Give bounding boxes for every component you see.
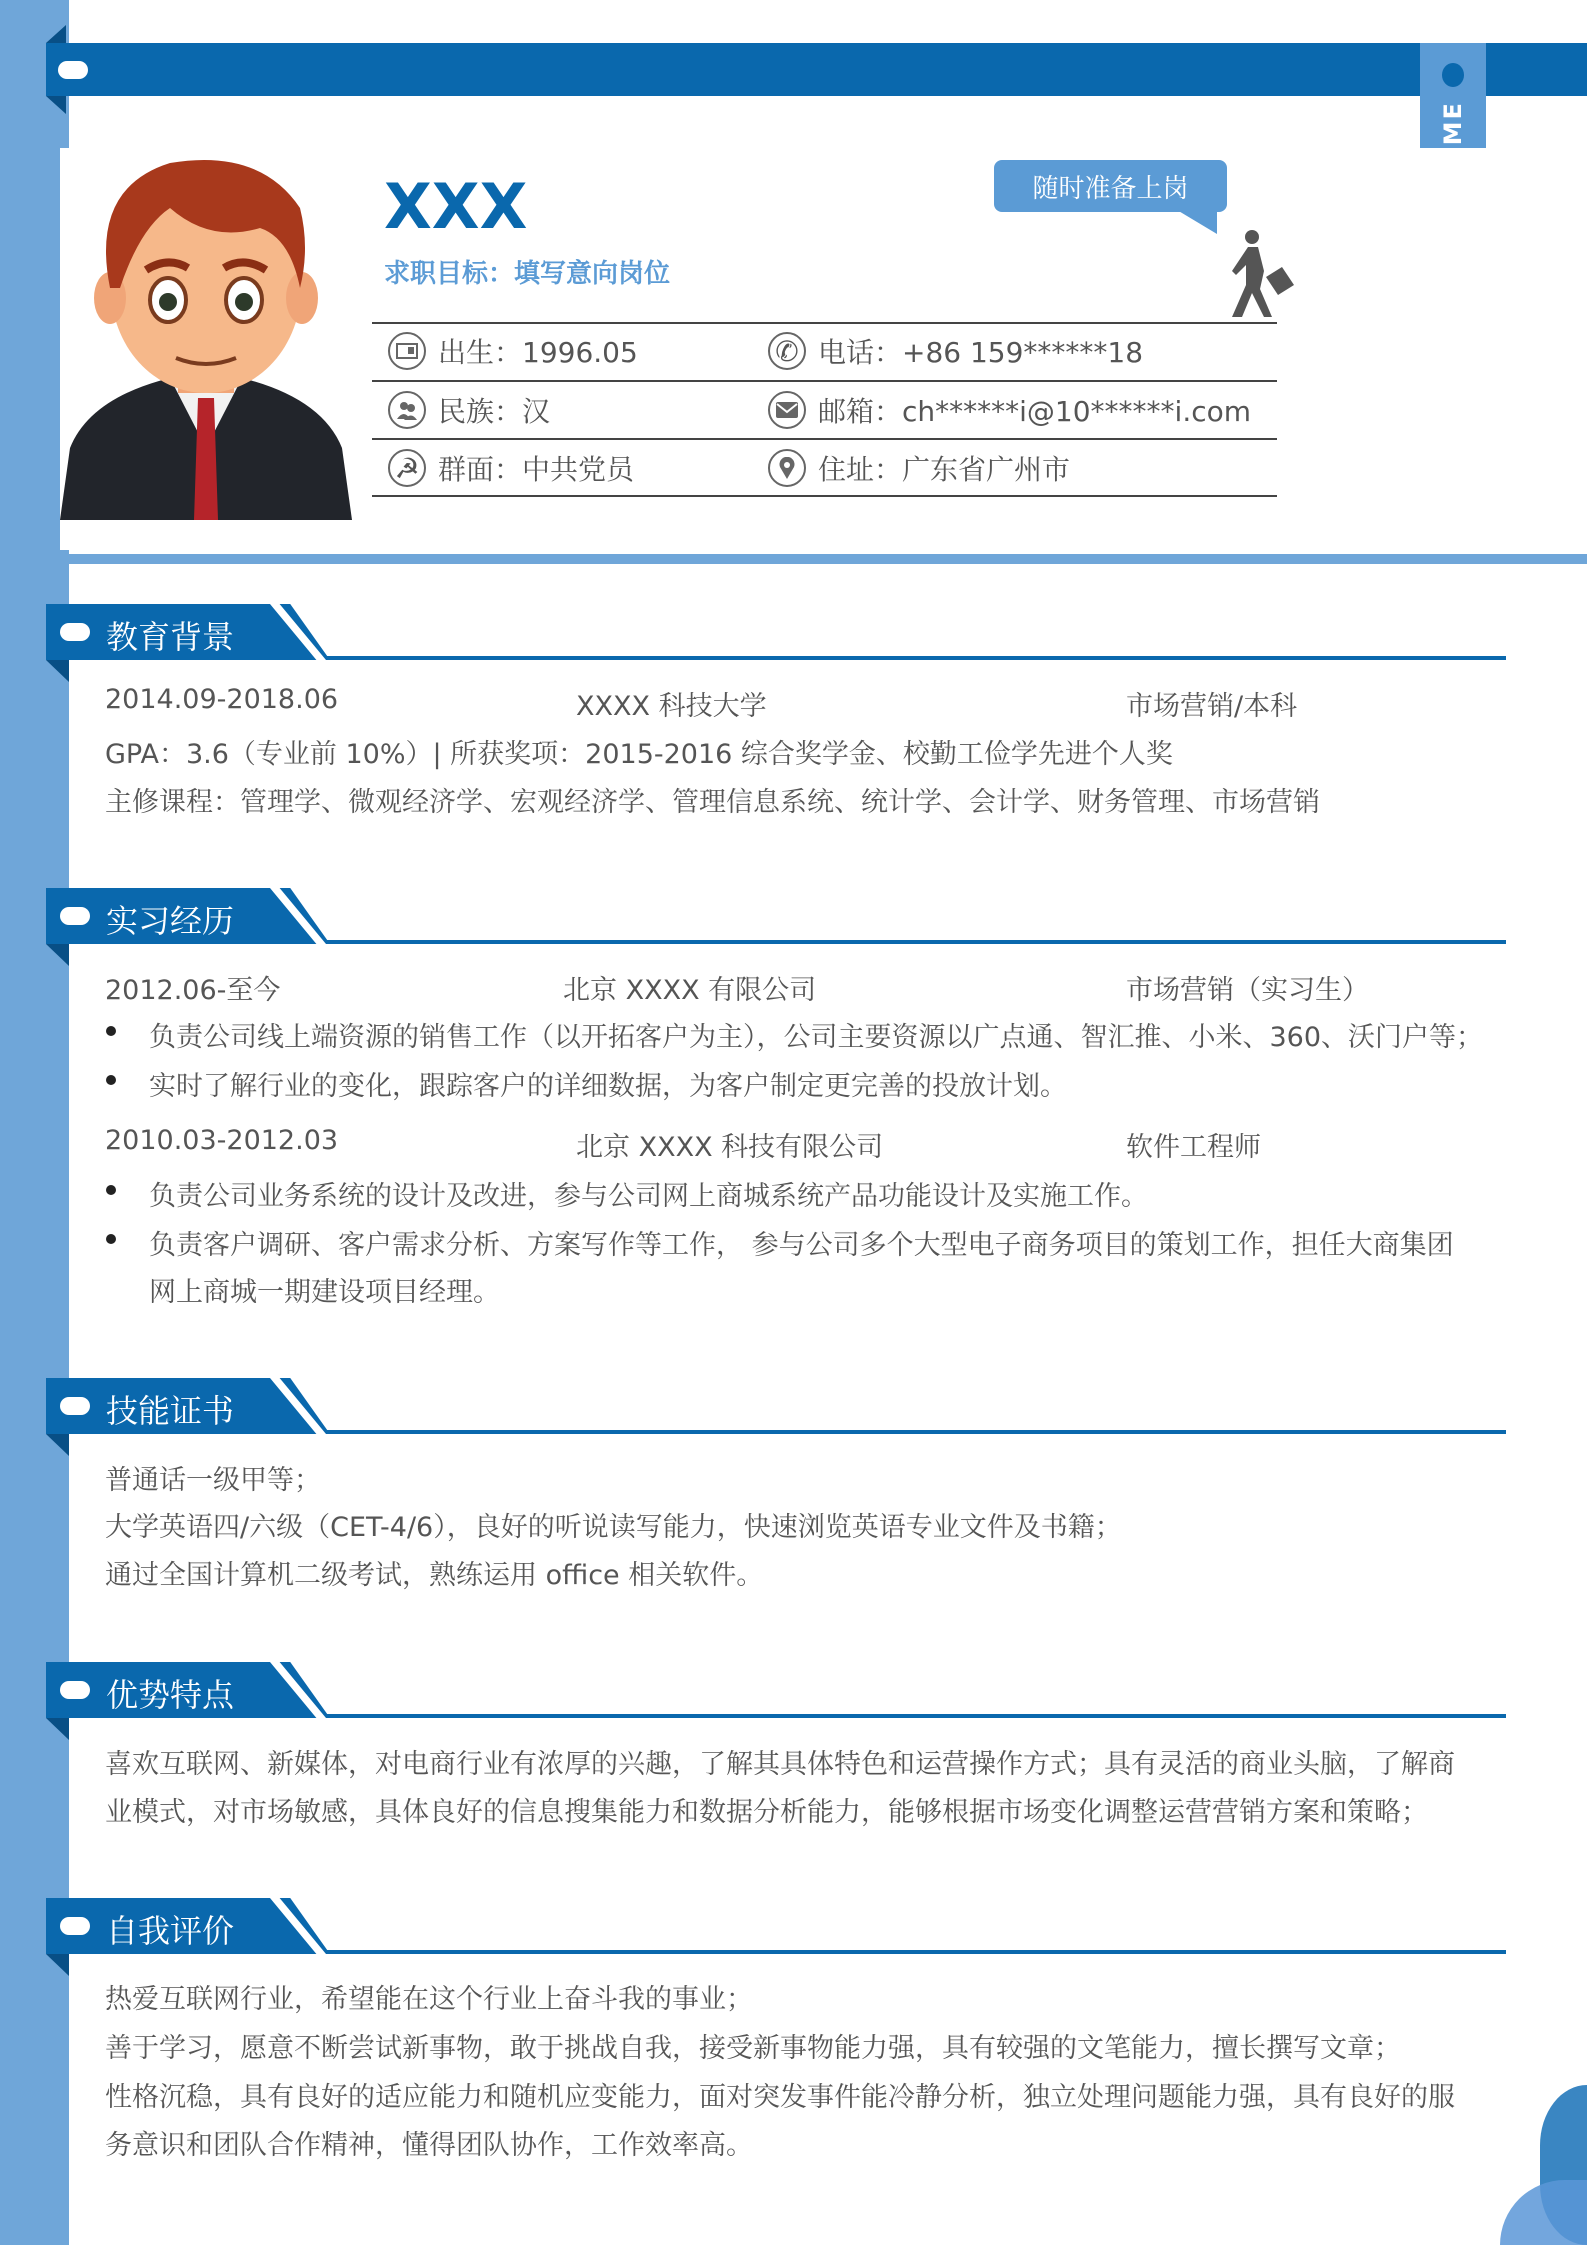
bullet bbox=[106, 1075, 116, 1085]
job-bullet: 负责公司业务系统的设计及改进，参与公司网上商城系统产品功能设计及实施工作。 bbox=[149, 1181, 1148, 1212]
job-role: 市场营销（实习生） bbox=[1126, 975, 1369, 1006]
people-icon bbox=[388, 391, 426, 429]
info-birth: 出生：1996.05 bbox=[388, 331, 638, 371]
job-period: 2010.03-2012.03 bbox=[105, 1125, 339, 1156]
top-bar bbox=[46, 43, 1587, 96]
job-company: 北京 XXXX 有限公司 bbox=[563, 975, 817, 1006]
self-line: 务意识和团队合作精神，懂得团队协作，工作效率高。 bbox=[105, 2130, 753, 2161]
walking-businessman-icon bbox=[1222, 229, 1294, 319]
skill-line: 普通话一级甲等； bbox=[105, 1465, 321, 1496]
edu-gpa: GPA：3.6（专业前 10%）| 所获奖项：2015-2016 综合奖学金、校勤工俭学先进个人奖 bbox=[105, 739, 1173, 770]
section-header-self-evaluation: 自我评价 bbox=[46, 1898, 1506, 1954]
divider bbox=[372, 322, 1277, 324]
skill-line: 大学英语四/六级（CET-4/6），良好的听说读写能力，快速浏览英语专业文件及书籍； bbox=[105, 1512, 1122, 1543]
job-bullet: 负责客户调研、客户需求分析、方案写作等工作， 参与公司多个大型电子商务项目的策划工作，担任大商集团 bbox=[149, 1230, 1454, 1261]
self-line: 性格沉稳，具有良好的适应能力和随机应变能力，面对突发事件能冷静分析，独立处理问题能力强，具有良好的服 bbox=[105, 2082, 1455, 2113]
candidate-name: XXX bbox=[384, 170, 528, 243]
bullet bbox=[106, 1234, 116, 1244]
section-header-internship: 实习经历 bbox=[46, 888, 1506, 944]
strength-line: 喜欢互联网、新媒体，对电商行业有浓厚的兴趣，了解其具体特色和运营操作方式；具有灵活的商业头脑，了解商 bbox=[105, 1749, 1455, 1780]
strength-line: 业模式，对市场敏感，具体良好的信息搜集能力和数据分析能力，能够根据市场变化调整运营营销方案和策略； bbox=[105, 1797, 1428, 1828]
avatar bbox=[60, 148, 352, 520]
location-pin-icon bbox=[768, 449, 806, 487]
section-header-strengths: 优势特点 bbox=[46, 1662, 1506, 1718]
bubble-text: 随时准备上岗 bbox=[1032, 173, 1189, 204]
bullet bbox=[106, 1026, 116, 1036]
divider bbox=[372, 495, 1277, 497]
divider bbox=[372, 438, 1277, 440]
edu-period: 2014.09-2018.06 bbox=[105, 684, 339, 715]
decor-circle bbox=[1500, 2180, 1587, 2245]
info-political: ☭ 群面：中共党员 bbox=[388, 448, 634, 488]
job-bullet: 实时了解行业的变化，跟踪客户的详细数据，为客户制定更完善的投放计划。 bbox=[149, 1071, 1067, 1102]
info-address: 住址：广东省广州市 bbox=[768, 448, 1070, 488]
self-line: 善于学习，愿意不断尝试新事物，敢于挑战自我，接受新事物能力强，具有较强的文笔能力，擅长撰写文章； bbox=[105, 2033, 1401, 2064]
speech-bubble bbox=[994, 160, 1227, 212]
job-role: 软件工程师 bbox=[1126, 1132, 1261, 1163]
job-bullet-cont: 网上商城一期建设项目经理。 bbox=[149, 1277, 500, 1308]
edu-major: 市场营销/本科 bbox=[1126, 691, 1298, 722]
party-emblem-icon: ☭ bbox=[388, 449, 426, 487]
skill-line: 通过全国计算机二级考试，熟练运用 office 相关软件。 bbox=[105, 1560, 764, 1591]
id-card-icon bbox=[388, 332, 426, 370]
section-header-education: 教育背景 bbox=[46, 604, 1506, 660]
mail-icon bbox=[768, 391, 806, 429]
info-phone: ✆ 电话：+86 159******18 bbox=[768, 331, 1143, 371]
self-line: 热爱互联网行业，希望能在这个行业上奋斗我的事业； bbox=[105, 1984, 753, 2015]
section-header-skills: 技能证书 bbox=[46, 1378, 1506, 1434]
edu-school: XXXX 科技大学 bbox=[576, 691, 767, 722]
header-separator bbox=[69, 554, 1587, 564]
edu-courses: 主修课程：管理学、微观经济学、宏观经济学、管理信息系统、统计学、会计学、财务管理、市场营销 bbox=[105, 787, 1320, 818]
job-bullet: 负责公司线上端资源的销售工作（以开拓客户为主），公司主要资源以广点通、智汇推、小米、360、沃门户等； bbox=[149, 1022, 1484, 1053]
bullet bbox=[106, 1185, 116, 1195]
job-company: 北京 XXXX 科技有限公司 bbox=[576, 1132, 884, 1163]
divider bbox=[372, 380, 1277, 382]
job-period: 2012.06-至今 bbox=[105, 975, 281, 1006]
job-objective: 求职目标：填写意向岗位 bbox=[384, 259, 671, 289]
phone-icon: ✆ bbox=[768, 332, 806, 370]
info-email: 邮箱：ch******i@10******i.com bbox=[768, 390, 1251, 430]
info-ethnicity: 民族：汉 bbox=[388, 390, 550, 430]
